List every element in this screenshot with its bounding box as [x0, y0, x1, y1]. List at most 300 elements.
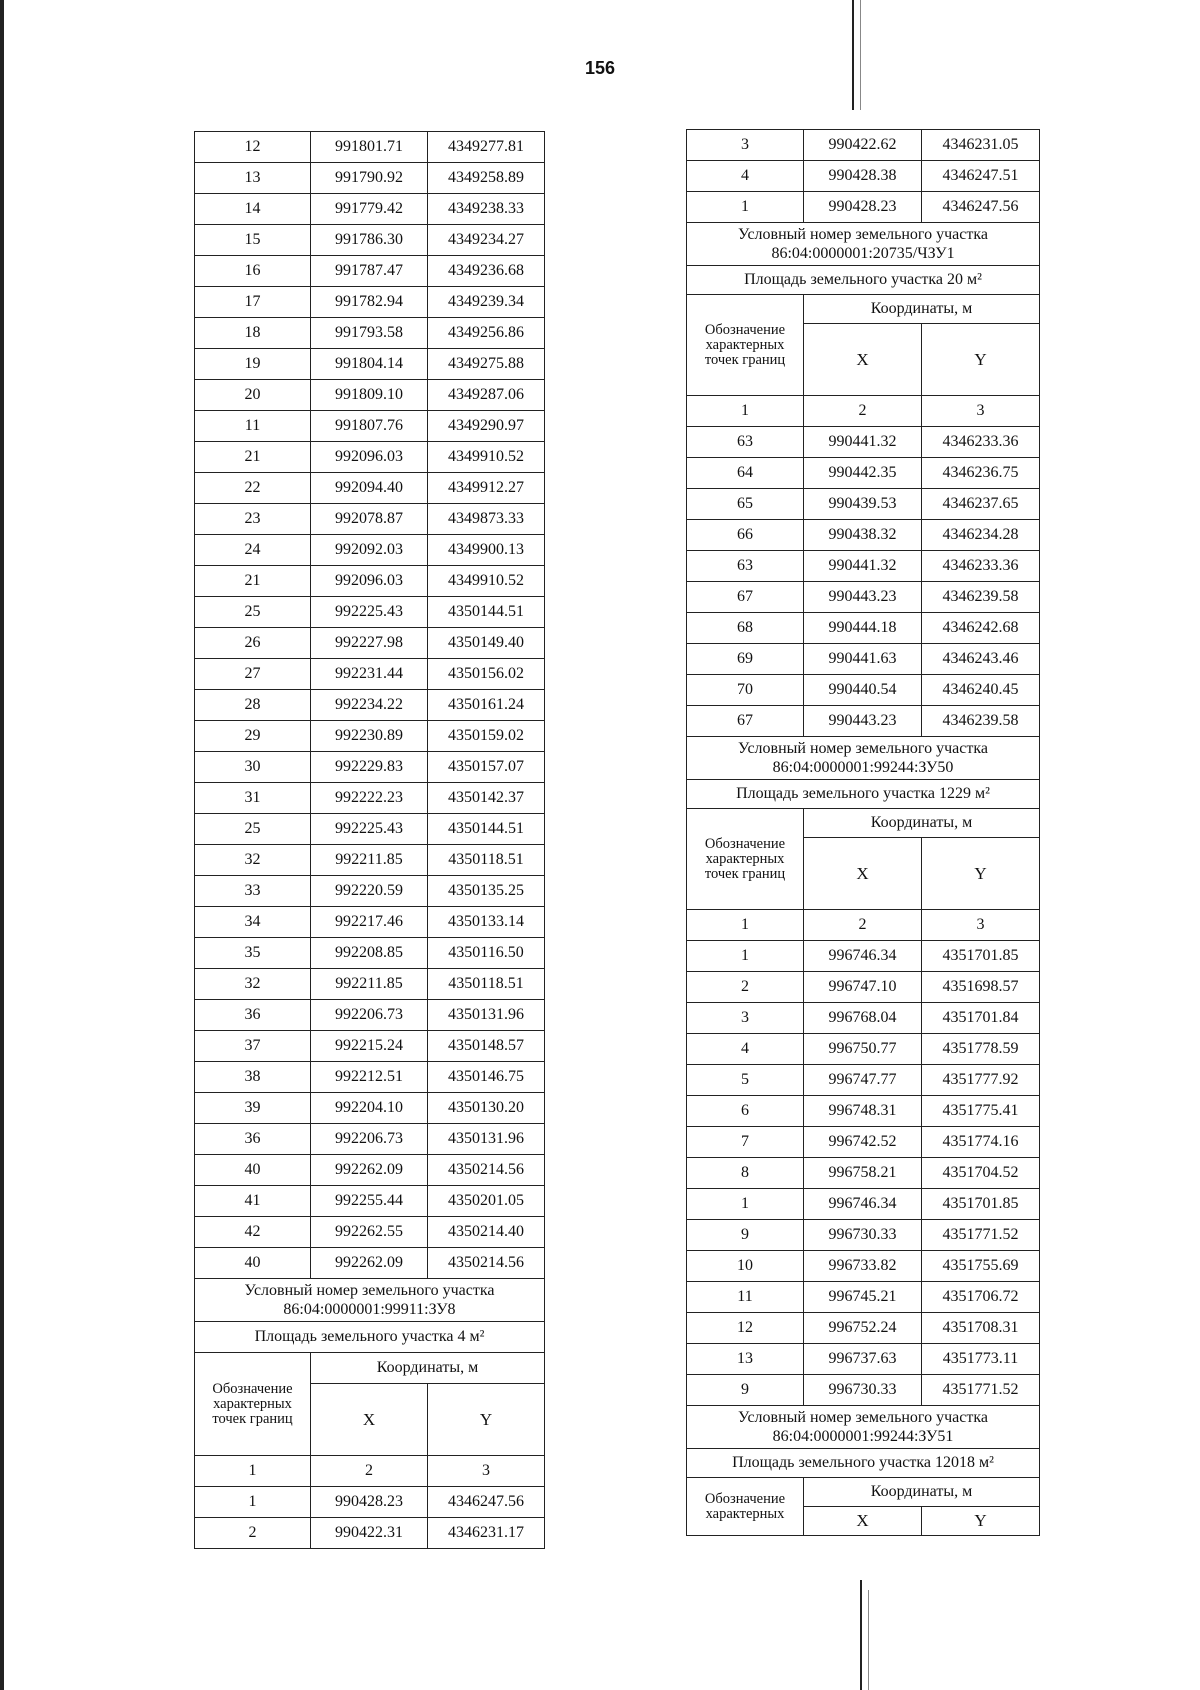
y-coordinate-cell: 4351755.69: [922, 1251, 1040, 1282]
point-number-cell: 9: [687, 1220, 804, 1251]
table-row: [687, 1127, 1040, 1158]
x-coordinate-cell: 996752.24: [804, 1313, 922, 1344]
y-coordinate-cell: 4349290.97: [428, 411, 545, 442]
x-coordinate-cell: 992208.85: [311, 938, 428, 969]
x-coordinate-cell: 992262.09: [311, 1155, 428, 1186]
header-row: [687, 809, 1040, 838]
point-number-cell: 38: [195, 1062, 311, 1093]
table-row: [687, 1251, 1040, 1282]
point-number-cell: 37: [195, 1031, 311, 1062]
point-number-cell: 14: [195, 194, 311, 225]
scan-artifact-line: [852, 0, 854, 110]
x-coordinate-cell: 991782.94: [311, 287, 428, 318]
point-number-cell: 40: [195, 1155, 311, 1186]
x-column-header: X: [804, 1507, 922, 1536]
parcel-cadastral-number: 86:04:0000001:99911:ЗУ8: [283, 1301, 456, 1318]
x-coordinate-cell: 991801.71: [311, 132, 428, 163]
point-number-cell: 28: [195, 690, 311, 721]
point-number-cell: 17: [195, 287, 311, 318]
parcel-area-cell: Площадь земельного участка 4 м²: [195, 1322, 545, 1353]
x-coordinate-cell: 992078.87: [311, 504, 428, 535]
point-number-cell: 63: [687, 427, 804, 458]
coordinates-header: Координаты, м: [804, 295, 1040, 324]
point-number-cell: 22: [195, 473, 311, 504]
y-coordinate-cell: 4350144.51: [428, 814, 545, 845]
y-coordinate-cell: 4350159.02: [428, 721, 545, 752]
point-number-cell: 10: [687, 1251, 804, 1282]
y-coordinate-cell: 4350133.14: [428, 907, 545, 938]
column-number-row: [195, 1456, 545, 1487]
x-coordinate-cell: 990444.18: [804, 613, 922, 644]
table-row: [195, 659, 545, 690]
x-coordinate-cell: 992211.85: [311, 969, 428, 1000]
table-row: [195, 194, 545, 225]
column-number-row: [687, 396, 1040, 427]
parcel-title-label: Условный номер земельного участка: [738, 226, 988, 243]
table-row: [195, 1062, 545, 1093]
table-row: [195, 1124, 545, 1155]
table-row: [195, 225, 545, 256]
point-number-cell: 40: [195, 1248, 311, 1279]
column-number-cell: 3: [428, 1456, 545, 1487]
point-number-cell: 67: [687, 582, 804, 613]
page-number: 156: [584, 58, 616, 78]
table-row: [195, 628, 545, 659]
point-number-cell: 2: [195, 1518, 311, 1549]
table-row: [687, 941, 1040, 972]
right-coordinates-table: [686, 129, 1040, 1536]
x-coordinate-cell: 996733.82: [804, 1251, 922, 1282]
x-coordinate-cell: 992204.10: [311, 1093, 428, 1124]
table-row: [687, 706, 1040, 737]
y-coordinate-cell: 4346231.05: [922, 130, 1040, 161]
parcel-cadastral-number: 86:04:0000001:99244:ЗУ50: [772, 759, 954, 776]
x-coordinate-cell: 992225.43: [311, 814, 428, 845]
y-column-header: Y: [922, 324, 1040, 396]
y-coordinate-cell: 4351701.85: [922, 1189, 1040, 1220]
table-row: [195, 163, 545, 194]
y-coordinate-cell: 4351771.52: [922, 1375, 1040, 1406]
parcel-title-label: Условный номер земельного участка: [738, 1409, 988, 1426]
y-coordinate-cell: 4349287.06: [428, 380, 545, 411]
y-coordinate-cell: 4350142.37: [428, 783, 545, 814]
point-number-cell: 35: [195, 938, 311, 969]
x-coordinate-cell: 996730.33: [804, 1375, 922, 1406]
point-number-cell: 25: [195, 597, 311, 628]
table-row: [195, 783, 545, 814]
y-coordinate-cell: 4346239.58: [922, 582, 1040, 613]
x-coordinate-cell: 992220.59: [311, 876, 428, 907]
y-coordinate-cell: 4351701.84: [922, 1003, 1040, 1034]
y-coordinate-cell: 4349236.68: [428, 256, 545, 287]
table-row: [195, 411, 545, 442]
parcel-cadastral-number: 86:04:0000001:20735/ЧЗУ1: [771, 245, 955, 262]
table-row: [195, 318, 545, 349]
point-number-cell: 42: [195, 1217, 311, 1248]
point-designation-header: Обозначение характерных точек границ: [687, 295, 804, 396]
y-coordinate-cell: 4350131.96: [428, 1124, 545, 1155]
x-coordinate-cell: 996746.34: [804, 941, 922, 972]
table-row: [687, 520, 1040, 551]
table-row: [687, 161, 1040, 192]
x-coordinate-cell: 996768.04: [804, 1003, 922, 1034]
table-row: [195, 566, 545, 597]
x-coordinate-cell: 992206.73: [311, 1124, 428, 1155]
y-coordinate-cell: 4346240.45: [922, 675, 1040, 706]
table-row: [195, 1031, 545, 1062]
header-row: [687, 1478, 1040, 1507]
x-coordinate-cell: 990438.32: [804, 520, 922, 551]
x-coordinate-cell: 990422.31: [311, 1518, 428, 1549]
y-coordinate-cell: 4350214.40: [428, 1217, 545, 1248]
table-row: [687, 1158, 1040, 1189]
point-number-cell: 39: [195, 1093, 311, 1124]
table-row: [195, 969, 545, 1000]
y-coordinate-cell: 4350214.56: [428, 1248, 545, 1279]
x-coordinate-cell: 991807.76: [311, 411, 428, 442]
x-coordinate-cell: 991790.92: [311, 163, 428, 194]
parcel-area-cell: Площадь земельного участка 12018 м²: [687, 1449, 1040, 1478]
x-coordinate-cell: 992231.44: [311, 659, 428, 690]
x-coordinate-cell: 996750.77: [804, 1034, 922, 1065]
x-coordinate-cell: 990441.32: [804, 551, 922, 582]
x-coordinate-cell: 990428.23: [804, 192, 922, 223]
table-row: [195, 504, 545, 535]
table-row: [687, 130, 1040, 161]
column-number-cell: 1: [687, 396, 804, 427]
point-number-cell: 12: [687, 1313, 804, 1344]
parcel-title-cell: [687, 1406, 1040, 1449]
x-column-header: X: [804, 324, 922, 396]
point-number-cell: 66: [687, 520, 804, 551]
y-coordinate-cell: 4350157.07: [428, 752, 545, 783]
y-coordinate-cell: 4349873.33: [428, 504, 545, 535]
table-row: [687, 427, 1040, 458]
y-coordinate-cell: 4350156.02: [428, 659, 545, 690]
x-column-header: X: [311, 1384, 428, 1456]
x-coordinate-cell: 992211.85: [311, 845, 428, 876]
point-number-cell: 41: [195, 1186, 311, 1217]
x-coordinate-cell: 990441.63: [804, 644, 922, 675]
point-designation-header: Обозначение характерных точек границ: [195, 1353, 311, 1456]
y-coordinate-cell: 4350135.25: [428, 876, 545, 907]
point-number-cell: 11: [195, 411, 311, 442]
y-coordinate-cell: 4351777.92: [922, 1065, 1040, 1096]
coordinates-header: Координаты, м: [804, 809, 1040, 838]
table-row: [687, 1282, 1040, 1313]
x-coordinate-cell: 996730.33: [804, 1220, 922, 1251]
table-row: [195, 876, 545, 907]
x-coordinate-cell: 992227.98: [311, 628, 428, 659]
parcel-title-cell: [687, 223, 1040, 266]
y-coordinate-cell: 4349238.33: [428, 194, 545, 225]
header-row: [687, 295, 1040, 324]
point-number-cell: 21: [195, 442, 311, 473]
table-row: [195, 256, 545, 287]
point-number-cell: 2: [687, 972, 804, 1003]
y-coordinate-cell: 4349258.89: [428, 163, 545, 194]
y-column-header: Y: [428, 1384, 545, 1456]
point-designation-header: Обозначение характерных: [687, 1478, 804, 1536]
y-coordinate-cell: 4350146.75: [428, 1062, 545, 1093]
table-row: [195, 380, 545, 411]
point-number-cell: 1: [687, 941, 804, 972]
point-number-cell: 11: [687, 1282, 804, 1313]
column-number-cell: 2: [804, 396, 922, 427]
y-coordinate-cell: 4350118.51: [428, 845, 545, 876]
x-coordinate-cell: 996748.31: [804, 1096, 922, 1127]
point-number-cell: 24: [195, 535, 311, 566]
y-coordinate-cell: 4349275.88: [428, 349, 545, 380]
x-coordinate-cell: 996742.52: [804, 1127, 922, 1158]
y-coordinate-cell: 4351701.85: [922, 941, 1040, 972]
point-number-cell: 27: [195, 659, 311, 690]
point-number-cell: 20: [195, 380, 311, 411]
x-coordinate-cell: 996747.77: [804, 1065, 922, 1096]
y-coordinate-cell: 4346236.75: [922, 458, 1040, 489]
table-row: [195, 1186, 545, 1217]
point-number-cell: 13: [687, 1344, 804, 1375]
table-row: [195, 1487, 545, 1518]
table-row: [195, 1518, 545, 1549]
point-number-cell: 32: [195, 969, 311, 1000]
table-row: [195, 349, 545, 380]
x-coordinate-cell: 991779.42: [311, 194, 428, 225]
point-number-cell: 16: [195, 256, 311, 287]
point-number-cell: 4: [687, 161, 804, 192]
y-coordinate-cell: 4350116.50: [428, 938, 545, 969]
y-coordinate-cell: 4350148.57: [428, 1031, 545, 1062]
parcel-title-row: [195, 1279, 545, 1322]
y-coordinate-cell: 4351706.72: [922, 1282, 1040, 1313]
column-number-cell: 3: [922, 910, 1040, 941]
x-coordinate-cell: 992092.03: [311, 535, 428, 566]
table-row: [687, 613, 1040, 644]
point-number-cell: 3: [687, 1003, 804, 1034]
parcel-area-row: [687, 266, 1040, 295]
table-row: [687, 1096, 1040, 1127]
table-row: [195, 1093, 545, 1124]
x-coordinate-cell: 996737.63: [804, 1344, 922, 1375]
y-coordinate-cell: 4346233.36: [922, 551, 1040, 582]
x-coordinate-cell: 992230.89: [311, 721, 428, 752]
y-coordinate-cell: 4350161.24: [428, 690, 545, 721]
y-column-header: Y: [922, 838, 1040, 910]
x-coordinate-cell: 990422.62: [804, 130, 922, 161]
y-coordinate-cell: 4350214.56: [428, 1155, 545, 1186]
table-row: [195, 814, 545, 845]
point-number-cell: 64: [687, 458, 804, 489]
point-number-cell: 4: [687, 1034, 804, 1065]
x-coordinate-cell: 990440.54: [804, 675, 922, 706]
x-coordinate-cell: 992229.83: [311, 752, 428, 783]
y-coordinate-cell: 4349910.52: [428, 442, 545, 473]
table-row: [687, 972, 1040, 1003]
point-number-cell: 26: [195, 628, 311, 659]
x-coordinate-cell: 990441.32: [804, 427, 922, 458]
x-coordinate-cell: 991809.10: [311, 380, 428, 411]
table-row: [195, 287, 545, 318]
y-coordinate-cell: 4346243.46: [922, 644, 1040, 675]
point-number-cell: 13: [195, 163, 311, 194]
table-row: [687, 551, 1040, 582]
x-coordinate-cell: 992215.24: [311, 1031, 428, 1062]
point-number-cell: 8: [687, 1158, 804, 1189]
point-number-cell: 3: [687, 130, 804, 161]
parcel-title-label: Условный номер земельного участка: [738, 740, 988, 757]
point-number-cell: 25: [195, 814, 311, 845]
table-row: [687, 1313, 1040, 1344]
y-coordinate-cell: 4349234.27: [428, 225, 545, 256]
y-coordinate-cell: 4346234.28: [922, 520, 1040, 551]
column-number-cell: 2: [804, 910, 922, 941]
table-row: [687, 1189, 1040, 1220]
table-row: [687, 1003, 1040, 1034]
point-number-cell: 5: [687, 1065, 804, 1096]
point-number-cell: 1: [687, 1189, 804, 1220]
table-row: [687, 1220, 1040, 1251]
column-number-cell: 3: [922, 396, 1040, 427]
parcel-area-row: [195, 1322, 545, 1353]
x-coordinate-cell: 996745.21: [804, 1282, 922, 1313]
scan-artifact-line: [860, 1580, 862, 1690]
x-coordinate-cell: 991793.58: [311, 318, 428, 349]
y-coordinate-cell: 4349239.34: [428, 287, 545, 318]
y-coordinate-cell: 4346239.58: [922, 706, 1040, 737]
parcel-area-row: [687, 780, 1040, 809]
y-coordinate-cell: 4350131.96: [428, 1000, 545, 1031]
y-coordinate-cell: 4351774.16: [922, 1127, 1040, 1158]
y-coordinate-cell: 4346247.56: [922, 192, 1040, 223]
y-coordinate-cell: 4350118.51: [428, 969, 545, 1000]
point-number-cell: 30: [195, 752, 311, 783]
x-coordinate-cell: 990443.23: [804, 582, 922, 613]
x-coordinate-cell: 990443.23: [804, 706, 922, 737]
x-coordinate-cell: 992206.73: [311, 1000, 428, 1031]
x-coordinate-cell: 992212.51: [311, 1062, 428, 1093]
x-coordinate-cell: 992234.22: [311, 690, 428, 721]
y-coordinate-cell: 4349277.81: [428, 132, 545, 163]
y-coordinate-cell: 4350149.40: [428, 628, 545, 659]
point-number-cell: 18: [195, 318, 311, 349]
parcel-title-cell: [687, 737, 1040, 780]
parcel-title-row: [687, 223, 1040, 266]
x-coordinate-cell: 992262.55: [311, 1217, 428, 1248]
table-row: [195, 1217, 545, 1248]
scan-artifact-line: [860, 0, 861, 110]
point-number-cell: 6: [687, 1096, 804, 1127]
parcel-area-cell: Площадь земельного участка 20 м²: [687, 266, 1040, 295]
x-coordinate-cell: 990439.53: [804, 489, 922, 520]
point-number-cell: 9: [687, 1375, 804, 1406]
table-row: [687, 675, 1040, 706]
parcel-cadastral-number: 86:04:0000001:99244:ЗУ51: [772, 1428, 954, 1445]
y-coordinate-cell: 4351698.57: [922, 972, 1040, 1003]
x-coordinate-cell: 992096.03: [311, 442, 428, 473]
table-row: [195, 597, 545, 628]
point-number-cell: 63: [687, 551, 804, 582]
table-row: [195, 132, 545, 163]
point-number-cell: 70: [687, 675, 804, 706]
point-number-cell: 1: [687, 192, 804, 223]
x-coordinate-cell: 992262.09: [311, 1248, 428, 1279]
y-coordinate-cell: 4346247.56: [428, 1487, 545, 1518]
y-coordinate-cell: 4346242.68: [922, 613, 1040, 644]
table-row: [687, 458, 1040, 489]
table-row: [195, 1248, 545, 1279]
table-row: [195, 752, 545, 783]
point-number-cell: 69: [687, 644, 804, 675]
x-coordinate-cell: 992094.40: [311, 473, 428, 504]
x-coordinate-cell: 996747.10: [804, 972, 922, 1003]
parcel-area-row: [687, 1449, 1040, 1478]
y-coordinate-cell: 4351773.11: [922, 1344, 1040, 1375]
point-number-cell: 12: [195, 132, 311, 163]
table-row: [195, 845, 545, 876]
x-coordinate-cell: 996758.21: [804, 1158, 922, 1189]
x-coordinate-cell: 992096.03: [311, 566, 428, 597]
scan-artifact-line: [868, 1590, 869, 1690]
x-coordinate-cell: 992225.43: [311, 597, 428, 628]
point-number-cell: 23: [195, 504, 311, 535]
point-number-cell: 33: [195, 876, 311, 907]
x-coordinate-cell: 996746.34: [804, 1189, 922, 1220]
x-coordinate-cell: 990428.23: [311, 1487, 428, 1518]
table-row: [687, 192, 1040, 223]
point-number-cell: 32: [195, 845, 311, 876]
parcel-area-cell: Площадь земельного участка 1229 м²: [687, 780, 1040, 809]
column-number-cell: 1: [687, 910, 804, 941]
y-coordinate-cell: 4350144.51: [428, 597, 545, 628]
column-number-cell: 2: [311, 1456, 428, 1487]
table-row: [195, 1155, 545, 1186]
y-coordinate-cell: 4350130.20: [428, 1093, 545, 1124]
left-coordinates-table: [194, 131, 545, 1549]
table-row: [687, 489, 1040, 520]
point-number-cell: 15: [195, 225, 311, 256]
point-number-cell: 31: [195, 783, 311, 814]
header-row: [195, 1353, 545, 1384]
column-number-cell: 1: [195, 1456, 311, 1487]
table-row: [195, 721, 545, 752]
y-column-header: Y: [922, 1507, 1040, 1536]
parcel-title-row: [687, 737, 1040, 780]
point-number-cell: 1: [195, 1487, 311, 1518]
point-number-cell: 19: [195, 349, 311, 380]
point-number-cell: 21: [195, 566, 311, 597]
point-number-cell: 67: [687, 706, 804, 737]
table-row: [687, 644, 1040, 675]
table-row: [687, 1065, 1040, 1096]
y-coordinate-cell: 4349900.13: [428, 535, 545, 566]
x-coordinate-cell: 991787.47: [311, 256, 428, 287]
y-coordinate-cell: 4346237.65: [922, 489, 1040, 520]
y-coordinate-cell: 4346231.17: [428, 1518, 545, 1549]
table-row: [195, 535, 545, 566]
scan-artifact-line: [0, 0, 4, 1690]
coordinates-header: Координаты, м: [311, 1353, 545, 1384]
point-number-cell: 68: [687, 613, 804, 644]
point-number-cell: 65: [687, 489, 804, 520]
table-row: [195, 907, 545, 938]
y-coordinate-cell: 4351771.52: [922, 1220, 1040, 1251]
x-coordinate-cell: 992222.23: [311, 783, 428, 814]
point-number-cell: 34: [195, 907, 311, 938]
parcel-title-cell: [195, 1279, 545, 1322]
table-row: [687, 1344, 1040, 1375]
table-row: [687, 1375, 1040, 1406]
x-coordinate-cell: 991804.14: [311, 349, 428, 380]
